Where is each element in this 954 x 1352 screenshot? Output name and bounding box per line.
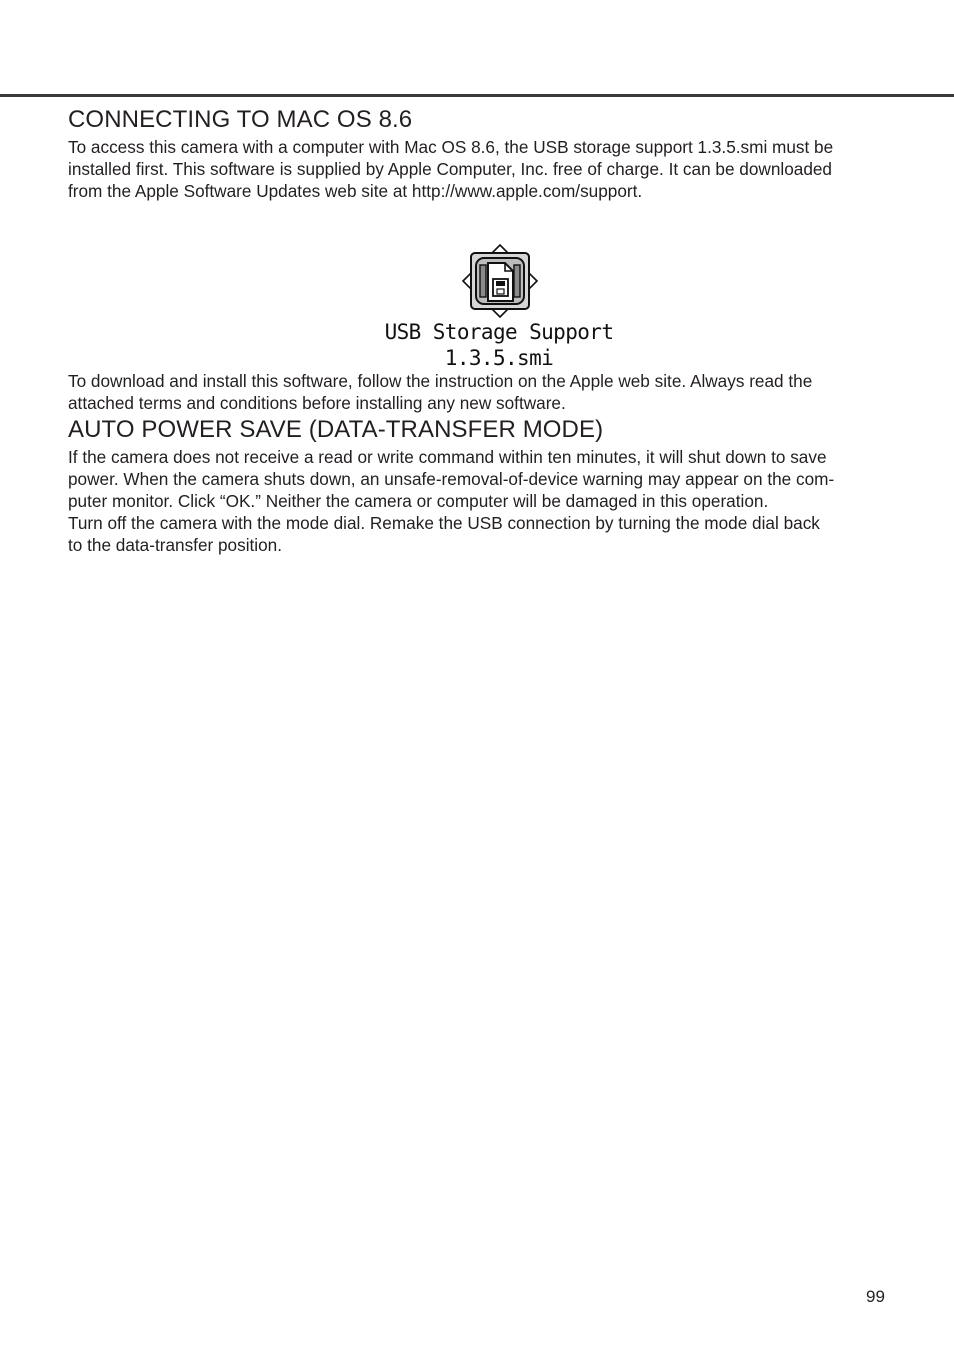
text-line: power. When the camera shuts down, an unsafe-removal-of-device warning may appear on the com-: [68, 469, 835, 489]
text-line: To download and install this software, follow the instruction on the Apple web site. Always read the: [68, 371, 813, 391]
text-line: puter monitor. Click “OK.” Neither the camera or computer will be damaged in this operation.: [68, 491, 769, 511]
page-content: [68, 104, 898, 556]
figure-caption: USB Storage Support 1.3.5.smi: [384, 320, 614, 370]
paragraph-download-instructions: [68, 370, 898, 414]
section-heading-mac-os: CONNECTING TO MAC OS 8.6: [68, 106, 413, 133]
paragraph-auto-power-save: [68, 446, 898, 512]
paragraph-mac-os-intro: [68, 136, 898, 202]
text-line: from the Apple Software Updates web site at http://www.apple.com/support.: [68, 181, 643, 201]
top-rule: [0, 94, 954, 97]
figure-usb-storage: [68, 202, 898, 370]
text-line: Turn off the camera with the mode dial. Remake the USB connection by turning the mode dial back: [68, 513, 820, 533]
text-line: To access this camera with a computer with Mac OS 8.6, the USB storage support 1.3.5.smi must be: [68, 137, 834, 157]
usb-storage-extension-icon: [461, 243, 539, 319]
text-line: If the camera does not receive a read or write command within ten minutes, it will shut down to save: [68, 447, 827, 467]
text-line: installed first. This software is supplied by Apple Computer, Inc. free of charge. It can be downloaded: [68, 159, 832, 179]
text-line: to the data-transfer position.: [68, 535, 283, 555]
section-heading-auto-power-save: AUTO POWER SAVE (DATA-TRANSFER MODE): [68, 416, 604, 443]
paragraph-reconnect: [68, 512, 898, 556]
page-number: 99: [866, 1287, 885, 1306]
text-line: attached terms and conditions before installing any new software.: [68, 393, 566, 413]
